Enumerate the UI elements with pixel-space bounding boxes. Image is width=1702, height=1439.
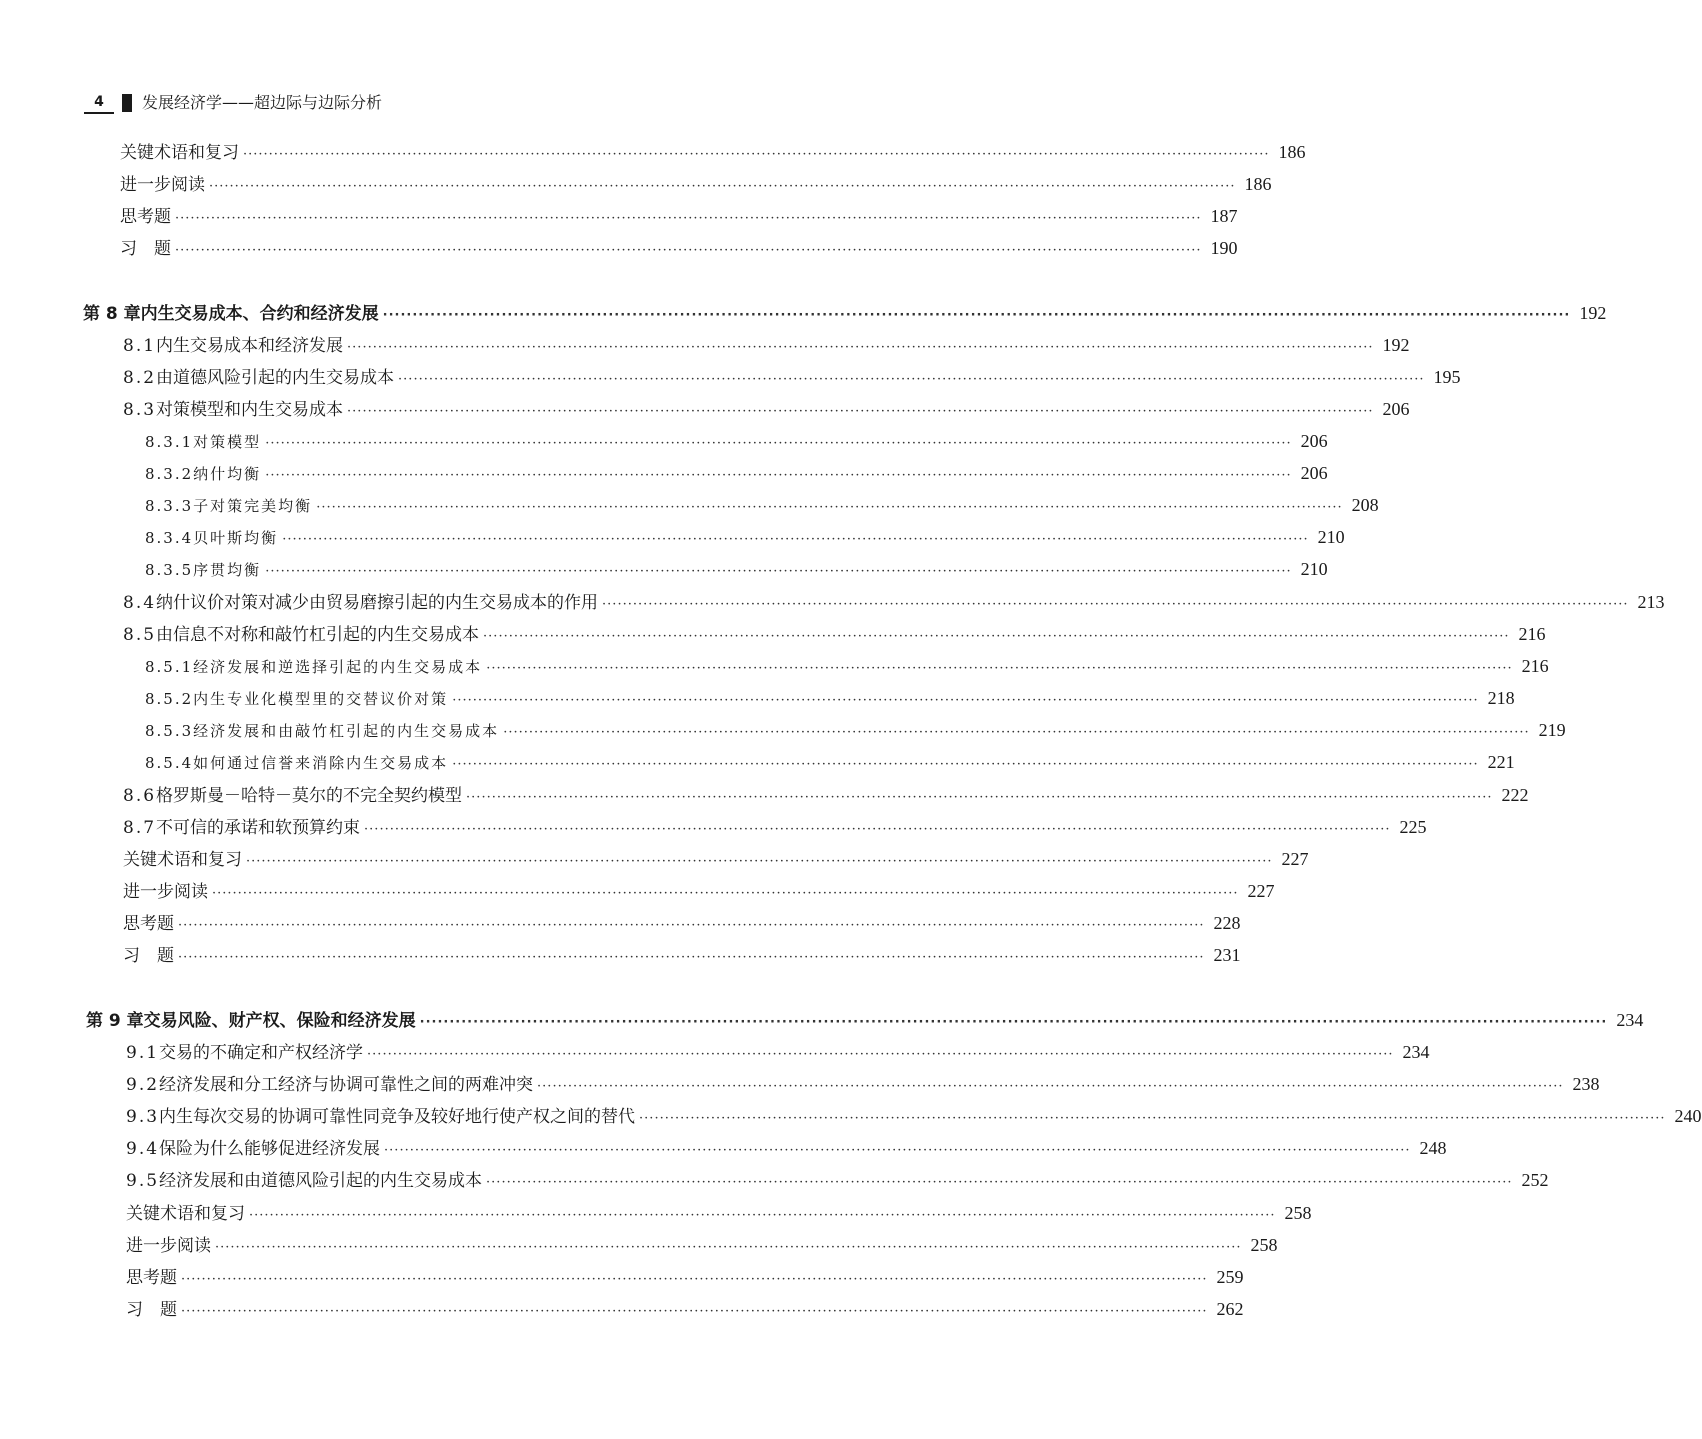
toc-entry-page: 216 (1521, 656, 1549, 676)
toc-entry-title: 内生专业化模型里的交替议价对策 (193, 690, 449, 708)
toc-entry-number: 8.5 (123, 625, 157, 645)
toc-entry-number: 第 9 章 (86, 1011, 144, 1031)
toc-entry-title: 纳什议价对策对减少由贸易磨擦引起的内生交易成本的作用 (156, 593, 599, 613)
toc-entry-title: 习 题 (126, 1300, 177, 1320)
toc-entry-page: 231 (1213, 945, 1241, 965)
dot-leader: ········································································································································································································ (382, 308, 1571, 323)
dot-leader: ········································································································································································································ (243, 147, 1270, 162)
toc-entry-title: 对策模型 (193, 433, 262, 451)
toc-subsection-entry[interactable] (145, 747, 1515, 777)
toc-entry-title: 子对策完美均衡 (193, 497, 313, 515)
toc-section-entry[interactable] (123, 362, 1461, 392)
dot-leader: ········································································································································································································ (503, 725, 1530, 740)
toc-item-entry[interactable] (123, 940, 1241, 970)
toc-entry-page: 227 (1281, 849, 1309, 869)
toc-entry-page: 234 (1616, 1010, 1644, 1030)
toc-entry-title: 思考题 (120, 207, 171, 227)
toc-entry-title: 由信息不对称和敲竹杠引起的内生交易成本 (156, 625, 480, 645)
toc-entry-page: 258 (1284, 1203, 1312, 1223)
toc-section-entry[interactable] (123, 780, 1529, 810)
toc-entry-page: 248 (1419, 1138, 1447, 1158)
dot-leader: ········································································································································································································ (265, 436, 1292, 451)
dot-leader: ········································································································································································································ (347, 404, 1374, 419)
toc-entry-title: 经济发展和逆选择引起的内生交易成本 (193, 658, 483, 676)
toc-entry-number: 8.3.3 (145, 497, 194, 515)
dot-leader: ········································································································································································································ (639, 1111, 1666, 1126)
toc-entry-number: 8.5.2 (145, 690, 194, 708)
toc-entry-title: 对策模型和内生交易成本 (156, 400, 344, 420)
toc-entry-title: 交易的不确定和产权经济学 (159, 1043, 364, 1063)
toc-entry-page: 206 (1382, 399, 1410, 419)
toc-entry-title: 序贯均衡 (193, 561, 262, 579)
toc-entry-title: 纳什均衡 (193, 465, 262, 483)
toc-entry-page: 206 (1300, 431, 1328, 451)
toc-entry-page: 206 (1300, 463, 1328, 483)
toc-subsection-entry[interactable] (145, 683, 1515, 713)
toc-entry-title: 思考题 (123, 914, 174, 934)
toc-entry-page: 210 (1317, 527, 1345, 547)
toc-section-entry[interactable] (126, 1165, 1549, 1195)
toc-item-entry[interactable] (126, 1294, 1244, 1324)
toc-entry-page: 252 (1521, 1170, 1549, 1190)
toc-entry-title: 关键术语和复习 (120, 143, 239, 163)
page-number: 4 (84, 92, 114, 114)
toc-entry-page: 208 (1351, 495, 1379, 515)
dot-leader: ········································································································································································································ (419, 1015, 1608, 1030)
dot-leader: ········································································································································································································ (537, 1079, 1564, 1094)
toc-entry-page: 219 (1538, 720, 1566, 740)
toc-entry-number: 8.3.2 (145, 465, 194, 483)
dot-leader: ········································································································································································································ (367, 1047, 1394, 1062)
toc-entry-title: 保险为什么能够促进经济发展 (159, 1139, 381, 1159)
toc-subsection-entry[interactable] (145, 458, 1328, 488)
dot-leader: ········································································································································································································ (209, 179, 1236, 194)
toc-entry-page: 186 (1244, 174, 1272, 194)
toc-entry-number: 8.5.4 (145, 754, 194, 772)
toc-entry-title: 经济发展和分工经济与协调可靠性之间的两难冲突 (159, 1075, 534, 1095)
toc-entry-number: 8.7 (123, 818, 157, 838)
dot-leader: ········································································································································································································ (246, 854, 1273, 869)
toc-section-entry[interactable] (126, 1101, 1702, 1131)
dot-leader: ········································································································································································································ (178, 950, 1205, 965)
toc-entry-title: 如何通过信誉来消除内生交易成本 (193, 754, 449, 772)
toc-entry-title: 贝叶斯均衡 (193, 529, 279, 547)
dot-leader: ········································································································································································································ (212, 886, 1239, 901)
toc-entry-title: 思考题 (126, 1268, 177, 1288)
dot-leader: ········································································································································································································ (181, 1272, 1208, 1287)
toc-entry-page: 195 (1433, 367, 1461, 387)
toc-entry-page: 192 (1382, 335, 1410, 355)
toc-entry-number: 8.6 (123, 786, 157, 806)
toc-entry-page: 238 (1572, 1074, 1600, 1094)
dot-leader: ········································································································································································································ (384, 1143, 1411, 1158)
toc-entry-title: 由道德风险引起的内生交易成本 (156, 368, 395, 388)
toc-entry-number: 9.4 (126, 1139, 160, 1159)
toc-item-entry[interactable] (120, 169, 1272, 199)
toc-entry-page: 186 (1278, 142, 1306, 162)
toc-section-entry[interactable] (123, 330, 1410, 360)
toc-section-entry[interactable] (123, 394, 1410, 424)
toc-section-entry[interactable] (126, 1069, 1600, 1099)
toc-entry-title: 经济发展和由道德风险引起的内生交易成本 (159, 1171, 483, 1191)
toc-entry-number: 8.3.5 (145, 561, 194, 579)
dot-leader: ········································································································································································································ (181, 1304, 1208, 1319)
dot-leader: ········································································································································································································ (466, 790, 1493, 805)
toc-entry-number: 8.1 (123, 336, 157, 356)
toc-entry-page: 210 (1300, 559, 1328, 579)
toc-entry-page: 259 (1216, 1267, 1244, 1287)
toc-item-entry[interactable] (123, 876, 1275, 906)
toc-entry-number: 8.4 (123, 593, 157, 613)
toc-entry-number: 8.5.1 (145, 658, 194, 676)
toc-entry-title: 内生交易成本和经济发展 (156, 336, 344, 356)
dot-leader: ········································································································································································································ (486, 661, 1513, 676)
dot-leader: ········································································································································································································ (265, 468, 1292, 483)
toc-entry-title: 进一步阅读 (126, 1236, 211, 1256)
toc-entry-number: 8.5.3 (145, 722, 194, 740)
toc-entry-title: 关键术语和复习 (123, 850, 242, 870)
toc-entry-number: 8.3 (123, 400, 157, 420)
toc-entry-number: 8.3.4 (145, 529, 194, 547)
book-title: 发展经济学——超边际与边际分析 (142, 93, 383, 112)
toc-subsection-entry[interactable] (145, 522, 1345, 552)
dot-leader: ········································································································································································································ (175, 211, 1202, 226)
toc-subsection-entry[interactable] (145, 715, 1566, 745)
toc-item-entry[interactable] (120, 233, 1238, 263)
toc-entry-page: 240 (1674, 1106, 1702, 1126)
toc-subsection-entry[interactable] (145, 426, 1328, 456)
dot-leader: ········································································································································································································ (175, 243, 1202, 258)
toc-entry-number: 8.3.1 (145, 433, 194, 451)
toc-item-entry[interactable] (120, 201, 1238, 231)
toc-entry-page: 262 (1216, 1299, 1244, 1319)
toc-item-entry[interactable] (126, 1230, 1278, 1260)
dot-leader: ········································································································································································································ (483, 629, 1510, 644)
toc-entry-page: 222 (1501, 785, 1529, 805)
dot-leader: ········································································································································································································ (265, 564, 1292, 579)
toc-entry-title: 不可信的承诺和软预算约束 (156, 818, 361, 838)
toc-section-entry[interactable] (123, 587, 1665, 617)
toc-entry-page: 228 (1213, 913, 1241, 933)
running-header (84, 88, 444, 114)
dot-leader: ········································································································································································································ (282, 532, 1309, 547)
toc-section-entry[interactable] (123, 812, 1427, 842)
toc-entry-number: 第 8 章 (83, 304, 141, 324)
toc-entry-number: 9.5 (126, 1171, 160, 1191)
toc-subsection-entry[interactable] (145, 490, 1379, 520)
toc-entry-title: 进一步阅读 (123, 882, 208, 902)
toc-entry-title: 格罗斯曼－哈特－莫尔的不完全契约模型 (156, 786, 463, 806)
toc-entry-page: 225 (1399, 817, 1427, 837)
toc-entry-page: 187 (1210, 206, 1238, 226)
dot-leader: ········································································································································································································ (316, 500, 1343, 515)
toc-item-entry[interactable] (123, 908, 1241, 938)
toc-entry-title: 习 题 (120, 239, 171, 259)
toc-item-entry[interactable] (126, 1198, 1312, 1228)
toc-entry-number: 9.1 (126, 1043, 160, 1063)
toc-section-entry[interactable] (126, 1133, 1447, 1163)
toc-item-entry[interactable] (120, 137, 1306, 167)
toc-entry-page: 216 (1518, 624, 1546, 644)
toc-entry-page: 234 (1402, 1042, 1430, 1062)
toc-subsection-entry[interactable] (145, 651, 1549, 681)
dot-leader: ········································································································································································································ (452, 693, 1479, 708)
header-marker (122, 94, 132, 112)
toc-item-entry[interactable] (123, 844, 1309, 874)
toc-entry-title: 进一步阅读 (120, 175, 205, 195)
toc-section-entry[interactable] (123, 619, 1546, 649)
toc-entry-title: 交易风险、财产权、保险和经济发展 (143, 1011, 416, 1031)
toc-entry-title: 内生每次交易的协调可靠性同竞争及较好地行使产权之间的替代 (159, 1107, 636, 1127)
toc-entry-page: 227 (1247, 881, 1275, 901)
dot-leader: ········································································································································································································ (602, 597, 1629, 612)
toc-entry-number: 8.2 (123, 368, 157, 388)
toc-entry-title: 经济发展和由敲竹杠引起的内生交易成本 (193, 722, 500, 740)
toc-entry-page: 213 (1637, 592, 1665, 612)
dot-leader: ········································································································································································································ (398, 372, 1425, 387)
dot-leader: ········································································································································································································ (347, 340, 1374, 355)
dot-leader: ········································································································································································································ (215, 1240, 1242, 1255)
toc-entry-page: 258 (1250, 1235, 1278, 1255)
dot-leader: ········································································································································································································ (452, 757, 1479, 772)
toc-entry-number: 9.3 (126, 1107, 160, 1127)
dot-leader: ········································································································································································································ (486, 1175, 1513, 1190)
dot-leader: ········································································································································································································ (364, 822, 1391, 837)
toc-chapter-entry[interactable] (83, 298, 1607, 328)
toc-entry-page: 218 (1487, 688, 1515, 708)
toc-entry-page: 192 (1579, 303, 1607, 323)
toc-entry-page: 221 (1487, 752, 1515, 772)
toc-entry-page: 190 (1210, 238, 1238, 258)
toc-entry-title: 内生交易成本、合约和经济发展 (140, 304, 379, 324)
dot-leader: ········································································································································································································ (249, 1208, 1276, 1223)
dot-leader: ········································································································································································································ (178, 918, 1205, 933)
toc-subsection-entry[interactable] (145, 554, 1328, 584)
toc-section-entry[interactable] (126, 1037, 1430, 1067)
toc-item-entry[interactable] (126, 1262, 1244, 1292)
toc-entry-title: 习 题 (123, 946, 174, 966)
toc-entry-title: 关键术语和复习 (126, 1204, 245, 1224)
toc-chapter-entry[interactable] (86, 1005, 1644, 1035)
toc-entry-number: 9.2 (126, 1075, 160, 1095)
